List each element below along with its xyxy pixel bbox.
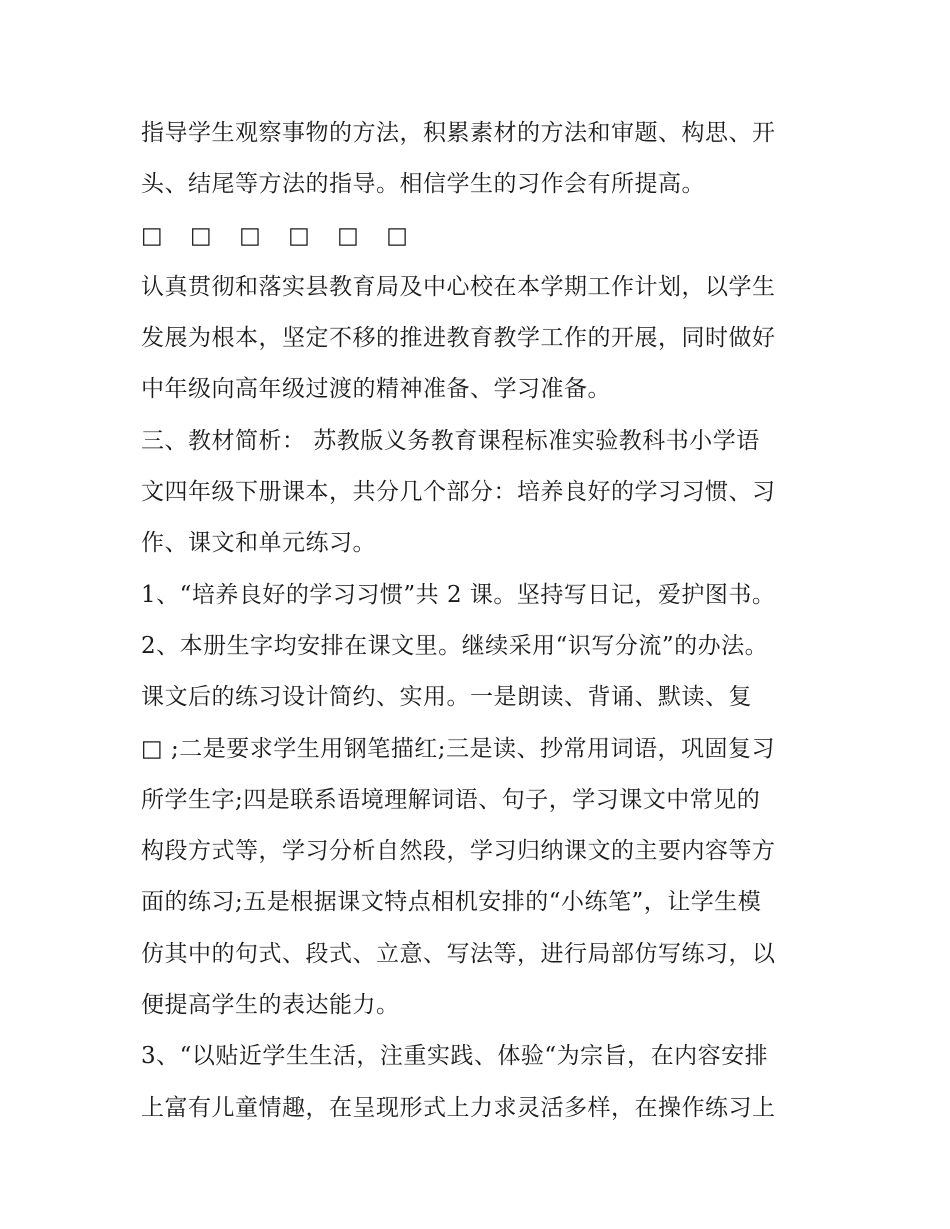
text-line: 面的练习;五是根据课文特点相机安排的“小练笔”，让学生模: [141, 889, 762, 916]
text-line: 构段方式等，学习分析自然段，学习归纳课文的主要内容等方: [141, 838, 776, 865]
text-line: 头、结尾等方法的指导。相信学生的习作会有所提高。: [141, 171, 705, 198]
list-item-3: 3、“以贴近学生生活，注重实践、体验“为宗旨，在内容安排: [141, 1043, 769, 1070]
text-line: 认真贯彻和落实县教育局及中心校在本学期工作计划，以学生: [141, 273, 776, 300]
document-body: [141, 108, 821, 1134]
text-line: 作、课文和单元练习。: [141, 530, 376, 557]
section-heading-line: 三、教材简析： 苏教版义务教育课程标准实验教科书小学语: [141, 427, 760, 454]
missing-glyph-heading: □ □ □ □ □ □: [141, 222, 418, 249]
text-line: 发展为根本，坚定不移的推进教育教学工作的开展，同时做好: [141, 325, 776, 352]
text-line: 文四年级下册课本，共分几个部分：培养良好的学习习惯、习: [141, 479, 776, 506]
text-line: 指导学生观察事物的方法，积累素材的方法和审题、构思、开: [141, 120, 776, 146]
list-item-2: 2、本册生字均安排在课文里。继续采用“识写分流”的办法。: [141, 632, 769, 659]
text-line: 中年级向高年级过渡的精神准备、学习准备。: [141, 376, 611, 403]
text-line: 仿其中的句式、段式、立意、写法等，进行局部仿写练习，以: [141, 940, 776, 967]
list-item-1: 1、“培养良好的学习习惯”共 2 课。坚持写日记，爱护图书。: [141, 581, 776, 608]
text-line: 上富有儿童情趣，在呈现形式上力求灵活多样，在操作练习上: [141, 1094, 776, 1121]
text-line: 便提高学生的表达能力。: [141, 992, 400, 1019]
text-line: 课文后的练习设计简约、实用。一是朗读、背诵、默读、复: [141, 684, 752, 711]
text-line: □ ;二是要求学生用钢笔描红;三是读、抄常用词语，巩固复习: [141, 735, 776, 762]
text-line: 所学生字;四是联系语境理解词语、句子，学习课文中常见的: [141, 786, 761, 813]
